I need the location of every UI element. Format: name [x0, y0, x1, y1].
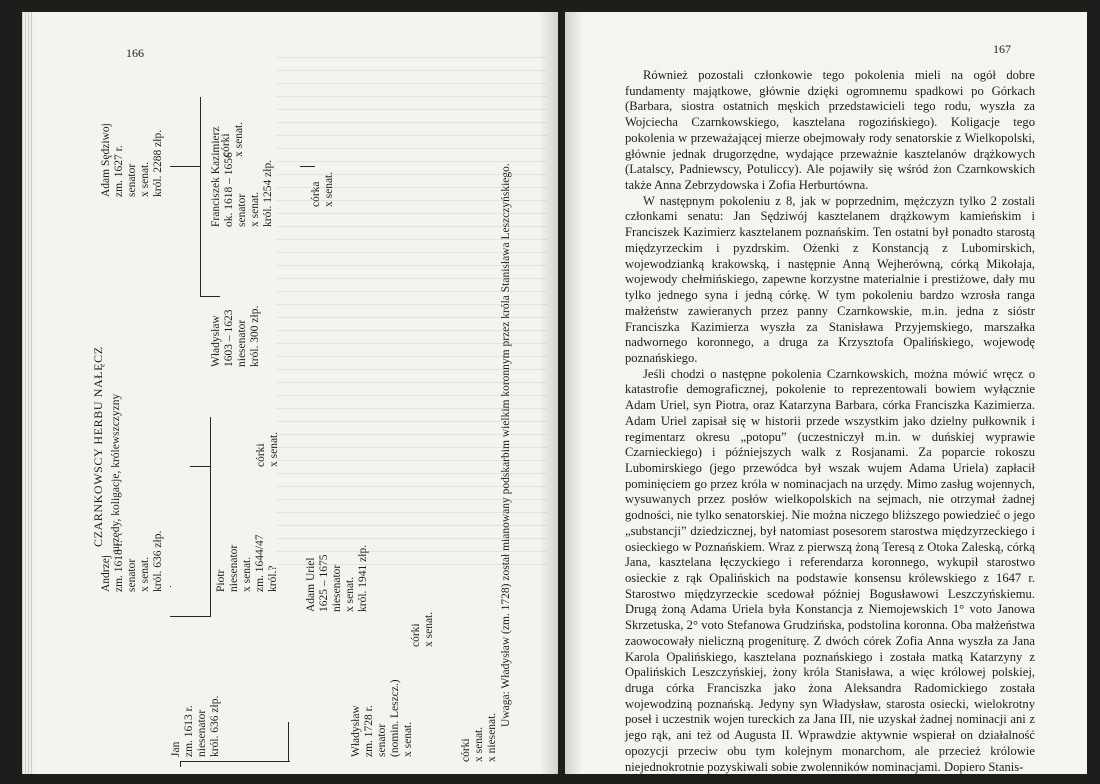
body-text: [625, 68, 1035, 775]
person-wladyslaw-1603: Władysław 1603 – 1623 niesenator król. 300 złp.: [210, 305, 261, 367]
page-number: 167: [993, 42, 1011, 56]
chart-subtitle: urzędy, koligacje, królewszczyzny: [110, 393, 122, 552]
person-adam-sedziwoj: Adam Sędziwoj zm. 1627 r. senator x senat. król. 2288 złp.: [100, 123, 164, 197]
paragraph: W następnym pokoleniu z 8, jak w poprzednim, mężczyzn tylko 2 zostali członkami senatu: Jan Sędziwój kasztelanem drążkowym kamieńskim i Franciszek Kazimierz kasztelanem poznańskim. Ten ostatni był ponadto starostą międzyrzeckim i pyzdrskim. Ożenki z Konstancją z Lubomirskich, wojewodzianką krakowską, i następnie Anną Wejherówną, córką Mikołaja, wojewody chełmińskiego, zapewne korzystne materialnie i prestiżowe, dały mu tylko jednego syna i jedną córkę. W tym pokoleniu bardzo wzrosła ranga małżeństw zawieranych przez panny Czarnkowskie, m.in. jedna z sióstr Franciszka Kazimierza wyszła za Stanisława Przyjemskiego, marszałka nadwornego koronnego, a druga za Krzysztofa Opalińskiego, wojewodę poznańskiego.: [625, 193, 1035, 365]
person-wladyslaw-1728: Władysław zm. 1728 r. senator (nomin. Leszcz.) x senat.: [350, 679, 414, 757]
page-edges: [22, 12, 34, 774]
gutter-shadow: [565, 12, 583, 774]
person-adam-uriel: Adam Uriel 1625 – 1675 niesenator x senat. król. 1941 złp.: [305, 544, 369, 612]
person-andrzej: Andrzej zm. 1618 r. senator x senat. król. 636 złp.: [100, 530, 164, 592]
daughters-bottom: córki x senat. x niesenat.: [460, 712, 498, 762]
person-piotr: Piotr niesenator x senat. zm. 1644/47 król.?: [215, 534, 279, 592]
paragraph: Jeśli chodzi o następne pokolenia Czarnkowskich, można mówić wręcz o katastrofie demograficznej, pokolenie to reprezentowali bowiem wyłącznie Adam Uriel, syn Piotra, oraz Katarzyna Barbara, córka Franciszka Kazimierza. Adam Uriel zapisał się w historii przede wszystkim jako dzielny pułkownik i regimentarz okresu „potopu” (uczestniczył m.in. w duńskiej wyprawie Czarnieckiego) i późniejszych walk z Rosjanami. Za poparcie rokoszu Lubomirskiego (jego przewódca był wszak wujem Adama Uriela) zapłacił pominięciem go przez króla w nominacjach na urzędy. Mimo zasług wojennych, wysuwanych przez posłów wielkopolskich na sejmach, nie otrzymał żadnej godności, nie tylko senatorskiej. Nie można niczego bliższego powiedzieć o jego „substancji” dziedzicznej, był natomiast posesorem starostwa międzyrzeckiego i osieckiego w Poznańskiem. Wraz z pierwszą żoną Teresą z Otoka Zaleską, córką Jana, kasztelana łęczyckiego i referendarza koronnego, wykupił starostwo osieckie z rąk Opalińskich na podstawie konsensu królewskiego z 1647 r. Starostwo międzyrzeckie scedował później Bogusławowi Leszczyńskiemu. Drugą żoną Adama Uriela była Konstancja z Niemojewskich 1° voto Janowa Skrzetuska, 2° voto Stefanowa Grudzińska, podstolina koronna. Oba małżeństwa zaowocowały nieliczną progeniturę. Z dwóch córek Zofia Anna wyszła za Jana Karola Opalińskiego, kasztelana poznańskiego i została matką Katarzyny z Opalińskich Leszczyńskiej, żony króla Stanisława, a więc królowej polskiej, druga córka Franciszka jako żona Aleksandra Radomickiego została wojewodziną poznańską. Jedyny syn Władysław, starosta osiecki, wielokrotny poseł i uczestnik wojen tureckich za Jana III, nie uzyskał żadnej nominacji ani z jego rąk, ani też od Augusta II. Wprawdzie aktywnie wspierał on działalność opozycji przeciw obu tym kolejnym monarchom, ale przecież królowie niejednokrotnie pozyskiwali sobie zwolenników nominacjami. Dopiero Stanis-: [625, 366, 1035, 774]
person-franciszek-kazimierz: Franciszek Kazimierz ok. 1618 – 1656 senator x senat. król. 1254 złp.: [210, 126, 274, 227]
daughters-andrzej: córki x senat.: [255, 431, 280, 467]
person-jan: Jan zm. 1613 r. niesenator król. 636 złp.: [170, 695, 221, 757]
daughters-top-right: córki x senat.: [220, 121, 245, 157]
daughter-franciszek: córka x senat.: [310, 171, 335, 207]
chart-title: CZARNKOWSCY HERBU NAŁĘCZ: [91, 346, 105, 547]
right-page: [565, 12, 1087, 774]
left-page: [22, 12, 558, 774]
paragraph: Również pozostali członkowie tego pokolenia mieli na ogół dobre fundamenty majątkowe, głównie dzięki ogromnemu spadkowi po Górkach (Barbara, siostra ostatnich męskich przedstawicieli tego rodu, wyszła za Wojciecha Czarnkowskiego, kasztelana rogozińskiego). Koligacje tego pokolenia w przeważającej mierze obejmowały rody senatorskie z Wielkopolski, głównie jednak drugorzędne, wydające przeważnie kasztelanów drążkowych (Latalscy, Padniewscy, Potuliccy). Ale pojawiły się wśród żon Czarnkowskich także Anna Zebrzydowska i Zofia Herburtówna.: [625, 68, 1035, 193]
genealogy-chart: [70, 67, 540, 767]
page-number: 166: [126, 46, 144, 60]
daughters-uriel: córki x senat.: [410, 611, 435, 647]
chart-note: Uwaga: Władysław (zm. 1728) został mianowany podskarbim wielkim koronnym przez króla Stanisława Leszczyńskiego.: [500, 163, 512, 727]
